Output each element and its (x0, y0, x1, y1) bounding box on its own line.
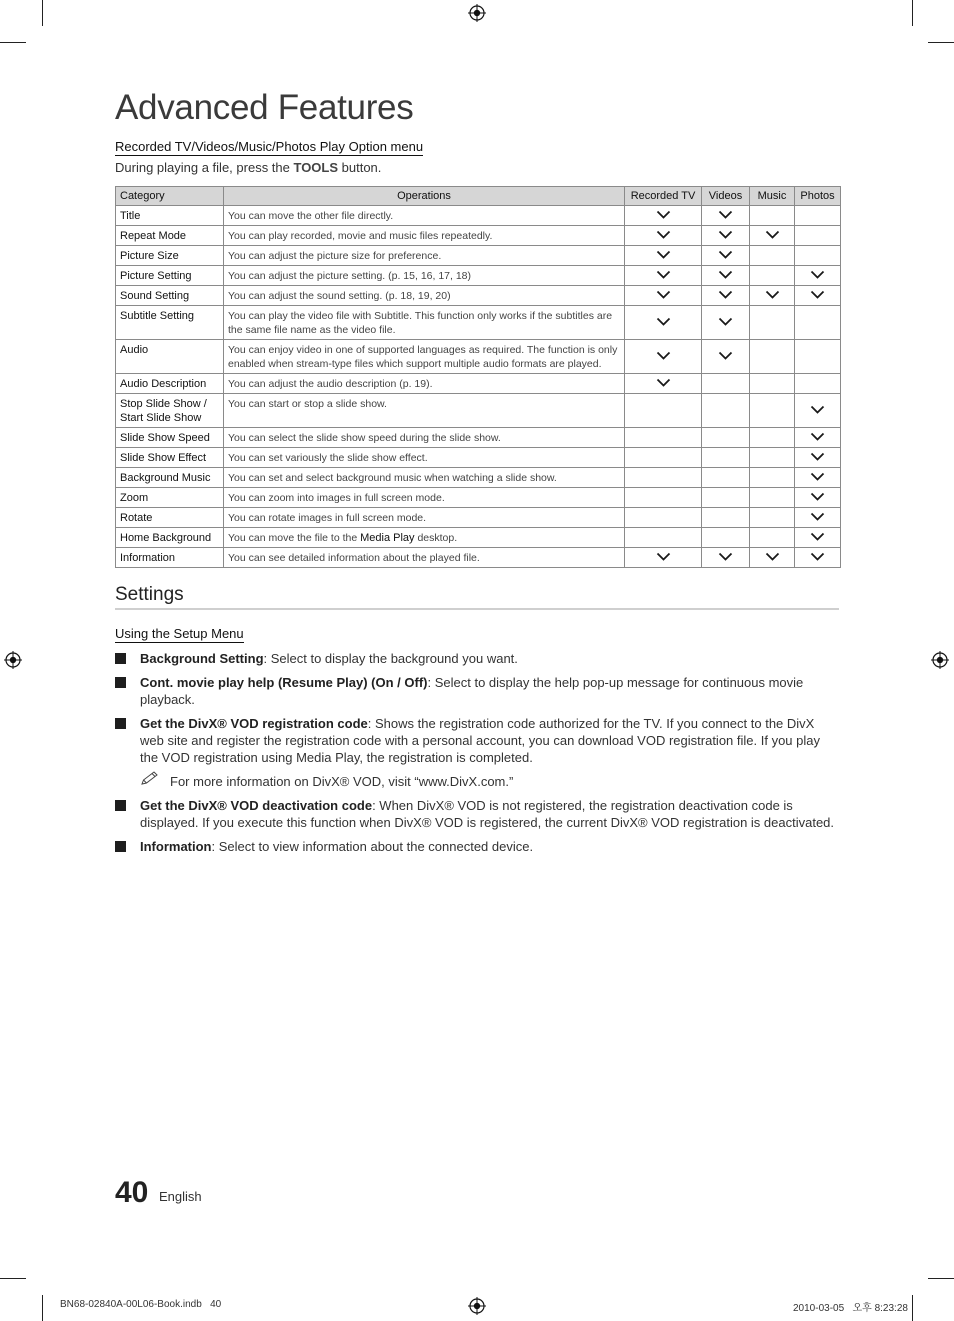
table-row (116, 528, 841, 548)
support-cell-recorded-tv (625, 468, 702, 488)
operation-cell: You can rotate images in full screen mode. (224, 508, 625, 528)
operation-cell: You can zoom into images in full screen mode. (224, 488, 625, 508)
list-item: Get the DivX® VOD deactivation code: When DivX® VOD is not registered, the registration deactivation code is displayed. If you execute this function when DivX® VOD is registered, the current DivX® VOD registration is deactivated. (115, 797, 840, 831)
support-cell-recorded-tv (625, 394, 702, 428)
support-cell-music (750, 548, 795, 568)
support-cell-recorded-tv (625, 548, 702, 568)
category-cell: Repeat Mode (116, 226, 224, 246)
table-row (116, 286, 841, 306)
support-cell-recorded-tv (625, 448, 702, 468)
support-cell-recorded-tv (625, 528, 702, 548)
check-icon (810, 270, 825, 279)
table-header-row (116, 187, 841, 206)
square-bullet-icon (115, 677, 126, 688)
support-cell-recorded-tv (625, 246, 702, 266)
check-icon (718, 290, 733, 299)
crop-mark (42, 0, 43, 26)
category-cell: Zoom (116, 488, 224, 508)
settings-title: Settings (115, 584, 839, 610)
table-row (116, 226, 841, 246)
crop-mark (928, 42, 954, 43)
support-cell-music (750, 394, 795, 428)
setup-menu-heading: Using the Setup Menu (115, 626, 244, 641)
table-row (116, 246, 841, 266)
check-icon (656, 552, 671, 561)
column-header-photos: Photos (795, 187, 841, 206)
support-cell-photos (795, 528, 841, 548)
square-bullet-icon (115, 800, 126, 811)
check-icon (718, 250, 733, 259)
check-icon (810, 405, 825, 414)
support-cell-music (750, 340, 795, 374)
check-icon (656, 351, 671, 360)
table-row (116, 374, 841, 394)
support-cell-music (750, 448, 795, 468)
pencil-icon (140, 770, 160, 786)
support-cell-videos (702, 374, 750, 394)
support-cell-recorded-tv (625, 508, 702, 528)
table-row (116, 448, 841, 468)
square-bullet-icon (115, 653, 126, 664)
check-icon (810, 432, 825, 441)
crop-mark (0, 42, 26, 43)
table-row (116, 266, 841, 286)
list-item: Background Setting: Select to display the background you want. (115, 650, 840, 667)
check-icon (810, 512, 825, 521)
operation-cell: You can play the video file with Subtitle. This function only works if the subtitles are the same file name as the video file. (224, 306, 625, 340)
check-icon (810, 290, 825, 299)
support-cell-photos (795, 306, 841, 340)
category-cell: Picture Setting (116, 266, 224, 286)
support-cell-videos (702, 488, 750, 508)
play-option-table (115, 186, 841, 568)
check-icon (656, 270, 671, 279)
list-item: Information: Select to view information about the connected device. (115, 838, 840, 855)
support-cell-recorded-tv (625, 374, 702, 394)
support-cell-videos (702, 206, 750, 226)
crop-mark (928, 1278, 954, 1279)
support-cell-recorded-tv (625, 428, 702, 448)
support-cell-videos (702, 428, 750, 448)
table-row (116, 206, 841, 226)
registration-mark-icon (468, 1297, 486, 1315)
footer-file-info: BN68-02840A-00L06-Book.indb 40 (60, 1299, 222, 1310)
support-cell-recorded-tv (625, 266, 702, 286)
category-cell: Audio Description (116, 374, 224, 394)
operation-cell: You can start or stop a slide show. (224, 394, 625, 428)
category-cell: Home Background (116, 528, 224, 548)
table-row (116, 508, 841, 528)
category-cell: Sound Setting (116, 286, 224, 306)
support-cell-recorded-tv (625, 286, 702, 306)
category-cell: Slide Show Effect (116, 448, 224, 468)
operation-cell: You can move the other file directly. (224, 206, 625, 226)
check-icon (718, 230, 733, 239)
support-cell-videos (702, 548, 750, 568)
support-cell-videos (702, 508, 750, 528)
check-icon (810, 492, 825, 501)
footer-date: 2010-03-05 오후 8:23:28 (793, 1303, 908, 1314)
column-header-category: Category (116, 187, 224, 206)
square-bullet-icon (115, 841, 126, 852)
support-cell-music (750, 428, 795, 448)
table-row (116, 340, 841, 374)
support-cell-music (750, 206, 795, 226)
support-cell-videos (702, 286, 750, 306)
category-cell: Slide Show Speed (116, 428, 224, 448)
column-header-operations: Operations (224, 187, 625, 206)
check-icon (718, 552, 733, 561)
registration-mark-icon (931, 651, 949, 669)
operation-cell: You can enjoy video in one of supported languages as required. The function is only enabled when stream-type files which support multiple audio formats are played. (224, 340, 625, 374)
support-cell-videos (702, 448, 750, 468)
check-icon (718, 351, 733, 360)
check-icon (656, 378, 671, 387)
check-icon (656, 250, 671, 259)
support-cell-recorded-tv (625, 206, 702, 226)
list-item: Cont. movie play help (Resume Play) (On / Off): Select to display the help pop-up message for continuous movie playback. (115, 674, 840, 708)
operation-cell: You can select the slide show speed during the slide show. (224, 428, 625, 448)
list-item: Get the DivX® VOD registration code: Shows the registration code authorized for the TV. If you connect to the DivX web site and register the registration code with a personal account, you can download VOD registration file. If you play the VOD registration using Media Play, the registration is completed. (115, 715, 840, 766)
support-cell-photos (795, 448, 841, 468)
support-cell-music (750, 374, 795, 394)
check-icon (718, 317, 733, 326)
support-cell-music (750, 286, 795, 306)
check-icon (656, 290, 671, 299)
support-cell-photos (795, 508, 841, 528)
support-cell-music (750, 528, 795, 548)
support-cell-recorded-tv (625, 340, 702, 374)
support-cell-recorded-tv (625, 306, 702, 340)
check-icon (810, 472, 825, 481)
support-cell-photos (795, 488, 841, 508)
table-row (116, 394, 841, 428)
table-row (116, 306, 841, 340)
category-cell: Information (116, 548, 224, 568)
operation-cell: You can adjust the audio description (p. 19). (224, 374, 625, 394)
check-icon (656, 317, 671, 326)
square-bullet-icon (115, 718, 126, 729)
support-cell-recorded-tv (625, 226, 702, 246)
crop-mark (912, 1295, 913, 1321)
play-option-menu-heading: Recorded TV/Videos/Music/Photos Play Option menu (115, 139, 424, 154)
operation-cell: You can adjust the sound setting. (p. 18, 19, 20) (224, 286, 625, 306)
registration-mark-icon (4, 651, 22, 669)
support-cell-videos (702, 226, 750, 246)
operation-cell: You can play recorded, movie and music files repeatedly. (224, 226, 625, 246)
column-header-music: Music (750, 187, 795, 206)
column-header-videos: Videos (702, 187, 750, 206)
check-icon (656, 210, 671, 219)
crop-mark (42, 1295, 43, 1321)
support-cell-videos (702, 468, 750, 488)
check-icon (810, 452, 825, 461)
check-icon (718, 270, 733, 279)
check-icon (810, 552, 825, 561)
table-row (116, 488, 841, 508)
tools-key: TOOLS (293, 160, 339, 175)
table-row (116, 548, 841, 568)
check-icon (765, 230, 780, 239)
support-cell-videos (702, 394, 750, 428)
category-cell: Rotate (116, 508, 224, 528)
support-cell-photos (795, 374, 841, 394)
operation-cell: You can adjust the picture setting. (p. 15, 16, 17, 18) (224, 266, 625, 286)
play-option-intro: During playing a file, press the TOOLS button. (115, 160, 382, 175)
divx-note: For more information on DivX® VOD, visit “www.DivX.com.” (115, 773, 840, 790)
support-cell-videos (702, 306, 750, 340)
table-row (116, 428, 841, 448)
support-cell-photos (795, 428, 841, 448)
support-cell-music (750, 488, 795, 508)
support-cell-photos (795, 548, 841, 568)
check-icon (656, 230, 671, 239)
category-cell: Picture Size (116, 246, 224, 266)
support-cell-recorded-tv (625, 488, 702, 508)
support-cell-music (750, 508, 795, 528)
operation-cell: You can set and select background music when watching a slide show. (224, 468, 625, 488)
support-cell-music (750, 306, 795, 340)
support-cell-photos (795, 340, 841, 374)
support-cell-music (750, 266, 795, 286)
support-cell-photos (795, 266, 841, 286)
operation-cell: You can set variously the slide show effect. (224, 448, 625, 468)
check-icon (810, 532, 825, 541)
support-cell-videos (702, 528, 750, 548)
settings-list (115, 650, 840, 862)
category-cell: Background Music (116, 468, 224, 488)
support-cell-photos (795, 286, 841, 306)
support-cell-photos (795, 468, 841, 488)
column-header-recorded-tv: Recorded TV (625, 187, 702, 206)
support-cell-videos (702, 246, 750, 266)
category-cell: Title (116, 206, 224, 226)
crop-mark (912, 0, 913, 26)
page-number: 40 (115, 1176, 149, 1209)
crop-mark (0, 1278, 26, 1279)
category-cell: Stop Slide Show / Start Slide Show (116, 394, 224, 428)
operation-cell: You can move the file to the Media Play desktop. (224, 528, 625, 548)
table-row (116, 468, 841, 488)
registration-mark-icon (468, 4, 486, 22)
check-icon (718, 210, 733, 219)
category-cell: Audio (116, 340, 224, 374)
support-cell-music (750, 468, 795, 488)
support-cell-photos (795, 246, 841, 266)
support-cell-music (750, 246, 795, 266)
support-cell-photos (795, 206, 841, 226)
check-icon (765, 552, 780, 561)
operation-cell: You can adjust the picture size for preference. (224, 246, 625, 266)
support-cell-photos (795, 394, 841, 428)
check-icon (765, 290, 780, 299)
support-cell-videos (702, 266, 750, 286)
support-cell-videos (702, 340, 750, 374)
operation-cell: You can see detailed information about the played file. (224, 548, 625, 568)
page-title: Advanced Features (115, 88, 414, 127)
support-cell-photos (795, 226, 841, 246)
category-cell: Subtitle Setting (116, 306, 224, 340)
support-cell-music (750, 226, 795, 246)
page-language: English (159, 1189, 202, 1204)
